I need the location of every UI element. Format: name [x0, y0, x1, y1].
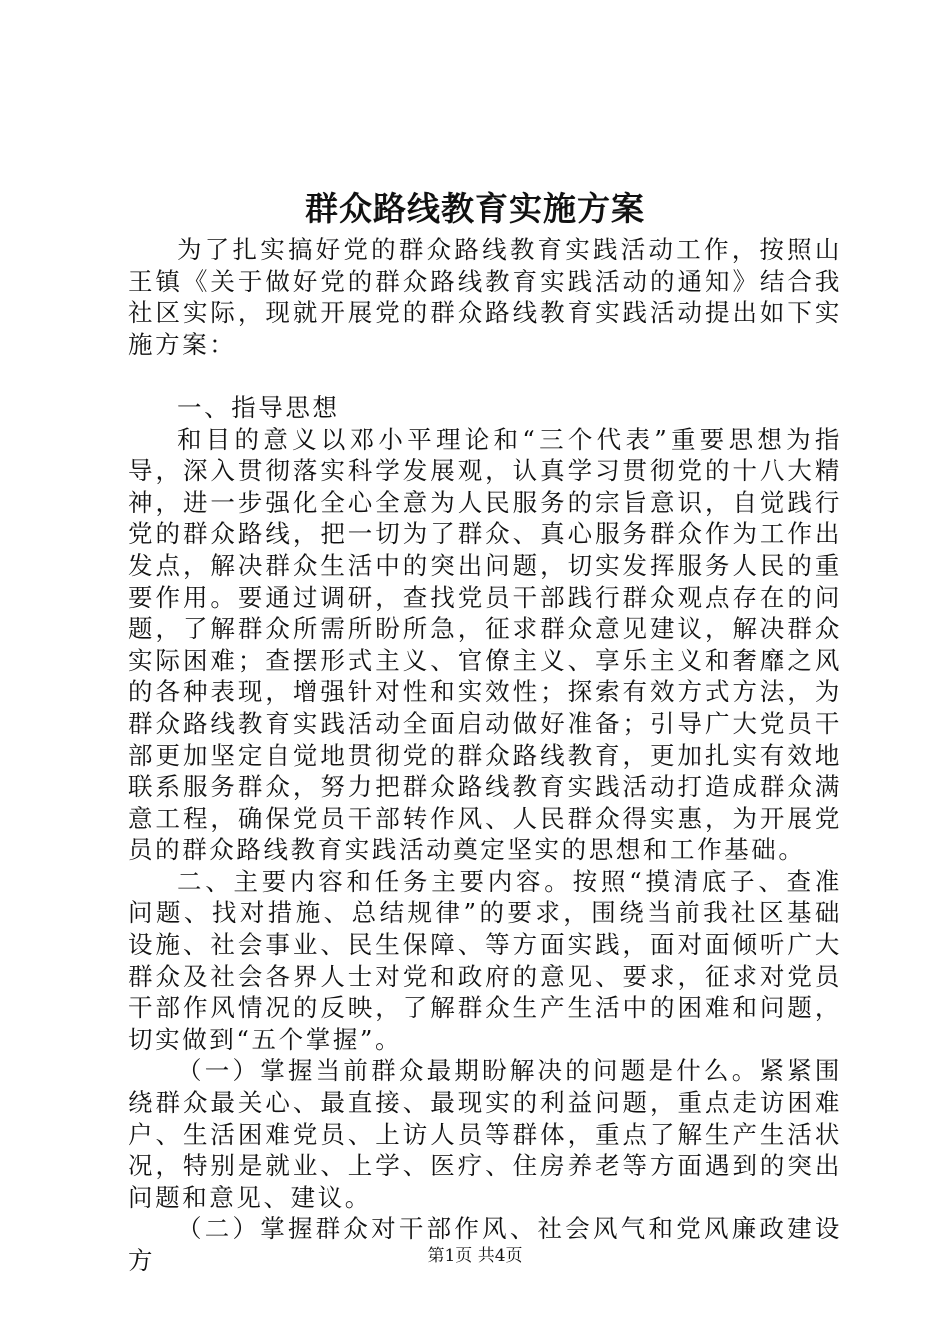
- item-two-paragraph: （二）掌握群众对干部作风、社会风气和党风廉政建设方: [128, 1214, 842, 1275]
- document-body: [128, 234, 842, 1277]
- intro-paragraph: 为了扎实搞好党的群众路线教育实践活动工作，按照山王镇《关于做好党的群众路线教育实践活动的通知》结合我社区实际，现就开展党的群众路线教育实践活动提出如下实施方案：: [128, 235, 842, 359]
- main-content-paragraph: 二、主要内容和任务主要内容。按照“摸清底子、查准问题、找对措施、总结规律”的要求，围绕当前我社区基础设施、社会事业、民生保障、等方面实践，面对面倾听广大群众及社会各界人士对党和政府的意见、要求，征求对党员干部作风情况的反映，了解群众生产生活中的困难和问题，切实做到“五个掌握”。: [128, 866, 842, 1054]
- guiding-ideology-paragraph: 和目的意义以邓小平理论和“三个代表”重要思想为指导，深入贯彻落实科学发展观，认真学习贯彻党的十八大精神，进一步强化全心全意为人民服务的宗旨意识，自觉践行党的群众路线，把一切为了群众、真心服务群众作为工作出发点，解决群众生活中的突出问题，切实发挥服务人民的重要作用。要通过调研，查找党员干部践行群众观点存在的问题，了解群众所需所盼所急，征求群众意见建议，解决群众实际困难；查摆形式主义、官僚主义、享乐主义和奢靡之风的各种表现，增强针对性和实效性；探索有效方式方法，为群众路线教育实践活动全面启动做好准备；引导广大党员干部更加坚定自觉地贯彻党的群众路线教育，更加扎实有效地联系服务群众，努力把群众路线教育实践活动打造成群众满意工程，确保党员干部转作风、人民群众得实惠，为开展党员的群众路线教育实践活动奠定坚实的思想和工作基础。: [128, 424, 842, 865]
- document-title: 群众路线教育实施方案: [305, 189, 645, 228]
- page-number: 第1页 共4页: [427, 1246, 523, 1266]
- item-one-paragraph: （一）掌握当前群众最期盼解决的问题是什么。紧紧围绕群众最关心、最直接、最现实的利益问题，重点走访困难户、生活困难党员、上访人员等群体，重点了解生产生活状况，特别是就业、上学、医疗、住房养老等方面遇到的突出问题和意见、建议。: [128, 1056, 842, 1212]
- section-heading-guiding-ideology: 一、指导思想: [177, 392, 340, 422]
